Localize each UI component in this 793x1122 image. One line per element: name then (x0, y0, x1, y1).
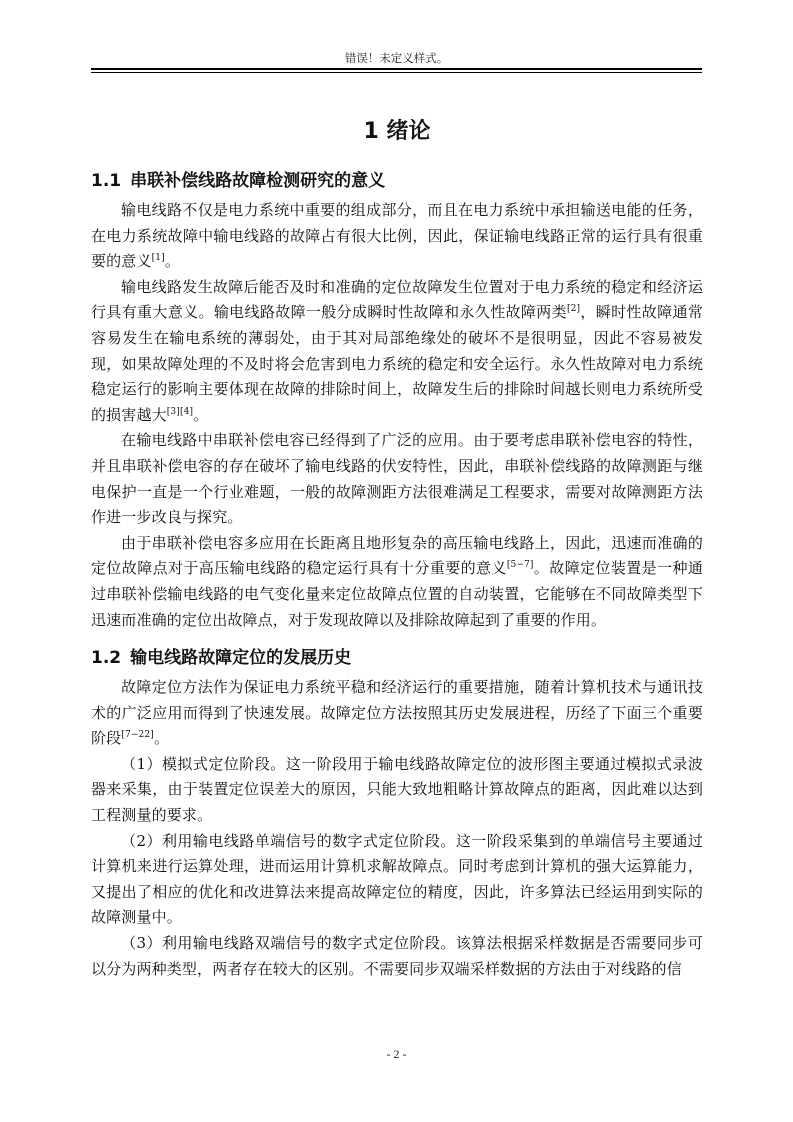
chapter-title: 1 绪论 (363, 119, 431, 144)
section-title: 输电线路故障定位的发展历史 (130, 648, 352, 669)
paragraph (91, 428, 703, 530)
paragraph-tail: 。 (153, 729, 170, 748)
citation-ref: [3][4] (166, 406, 194, 417)
paragraph-text: 由于串联补偿电容多应用在长距离且地形复杂的高压输电线路上，因此，迅速而准确的定位故障点对于高压输电线路的稳定运行具有十分重要的意义 (91, 533, 703, 578)
page-body (91, 112, 703, 982)
paragraph (91, 752, 703, 829)
citation-ref: [2] (566, 304, 581, 315)
paragraph (91, 531, 703, 633)
page-header: 错误！未定义样式。 (344, 51, 449, 65)
section-title: 串联补偿线路故障检测研究的意义 (130, 171, 386, 191)
header-rule-thick (91, 68, 702, 70)
paragraph-text: 输电线路发生故障后能否及时和准确的定位故障发生位置对于电力系统的稳定和经济运行具有重大意义。输电线路故障一般分成瞬时性故障和永久性故障两类 (91, 277, 703, 322)
paragraph (91, 198, 703, 275)
header-rule-thin (91, 72, 702, 73)
citation-ref: [7−22] (121, 730, 154, 741)
paragraph (91, 275, 703, 429)
paragraph-text: （3）利用输电线路双端信号的数字式定位阶段。该算法根据采样数据是否需要同步可以分为两种类型，两者存在较大的区别。不需要同步双端采样数据的方法由于对线路的信 (91, 934, 703, 978)
paragraph-text: ，瞬时性故障通常容易发生在输电系统的薄弱处，由于其对局部绝缘处的破坏不是很明显，因此不容易被发现，如果故障处理的不及时将会危害到电力系统的稳定和安全运行。永久性故障对电力系统稳定运行的影响主要体现在故障的排除时间上，故障发生后的排除时间越长则电力系统所受的损害越大 (91, 303, 704, 424)
paragraph (91, 931, 703, 982)
paragraph-tail: 。故障定位装置是一种通过串联补偿输电线路的电气变化量来定位故障点位置的自动装置，它能够在不同故障类型下迅速而准确的定位出故障点，对于发现故障以及排除故障起到了重要的作用。 (91, 559, 703, 629)
paragraph-tail: 。 (164, 252, 180, 271)
section-number: 1.1 (91, 171, 122, 191)
paragraph (91, 675, 703, 752)
citation-ref: [1] (151, 253, 165, 264)
section-heading-1-1 (91, 168, 703, 194)
citation-ref: [5−7] (506, 560, 534, 571)
paragraph-text: 输电线路不仅是电力系统中重要的组成部分，而且在电力系统中承担输送电能的任务，在电力系统故障中输电线路的故障占有很大比例，因此，保证输电线路正常的运行具有很重要的意义 (91, 201, 703, 271)
paragraph-text: （1）模拟式定位阶段。这一阶段用于输电线路故障定位的波形图主要通过模拟式录波器来采集，由于装置定位误差大的原因，只能大致地粗略计算故障点的距离，因此难以达到工程测量的要求。 (91, 754, 703, 825)
header-double-rule (91, 68, 702, 73)
section-heading-1-2 (91, 645, 703, 671)
paragraph-text: 在输电线路中串联补偿电容已经得到了广泛的应用。由于要考虑串联补偿电容的特性，并且串联补偿电容的存在破坏了输电线路的伏安特性，因此，串联补偿线路的故障测距与继电保护一直是一个行业难题，一般的故障测距方法很难满足工程要求，需要对故障测距方法作进一步改良与探究。 (91, 431, 703, 527)
page-number: - 2 - (386, 1047, 407, 1061)
paragraph (91, 829, 703, 931)
paragraph-tail: 。 (193, 405, 209, 424)
paragraph-text: （2）利用输电线路单端信号的数字式定位阶段。这一阶段采集到的单端信号主要通过计算机来进行运算处理，进而运用计算机求解故障点。同时考虑到计算机的强大运算能力，又提出了相应的优化和改进算法来提高故障定位的精度，因此，许多算法已经运用到实际的故障测量中。 (91, 831, 703, 927)
section-number: 1.2 (91, 648, 122, 669)
paragraph-text: 故障定位方法作为保证电力系统平稳和经济运行的重要措施，随着计算机技术与通讯技术的广泛应用而得到了快速发展。故障定位方法按照其历史发展进程，历经了下面三个重要阶段 (91, 678, 703, 748)
